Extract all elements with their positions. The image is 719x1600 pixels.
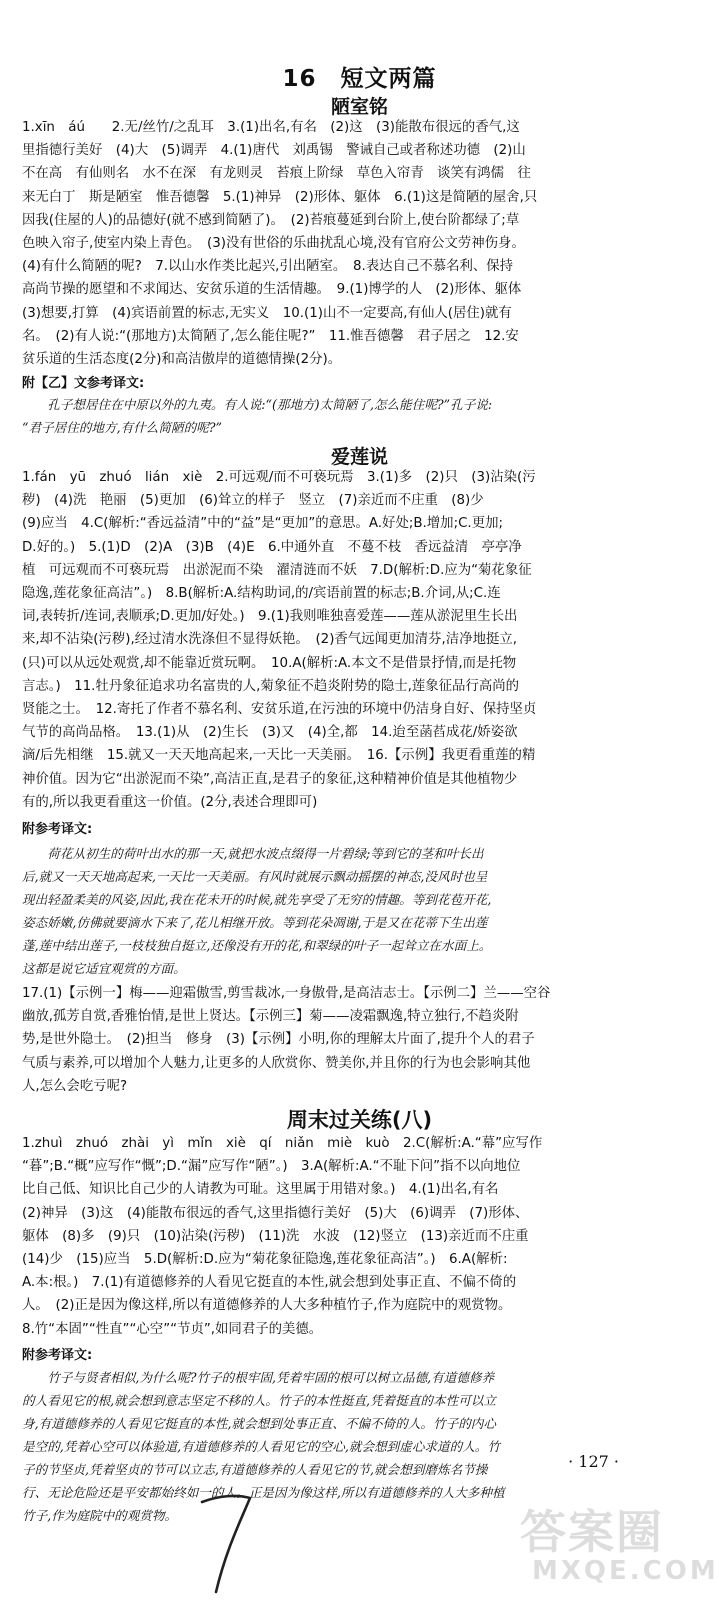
answer-line: 幽放,孤芳自赏,香雅怡情,是世上贤达。【示例三】菊——凌霜飘逸,特立独行,不趋炎附: [22, 1009, 519, 1025]
translation-line: 姿态娇嫩,仿佛就要滴水下来了,花儿相继开放。等到花朵凋谢,于是又在花蒂下生出莲: [22, 915, 488, 930]
page-number: · 127 ·: [568, 1452, 619, 1471]
answer-line: 躯体 (8)多 (9)只 (10)沾染(污秽) (11)洗 水波 (12)竖立 (13)亲近而不庄重: [22, 1228, 529, 1244]
translation-lotus: [22, 842, 704, 980]
answer-line: 名。 (2)有人说:“(那地方)太简陋了,怎么能住呢?” 11.惟吾德馨 君子居之 12.安: [22, 328, 519, 344]
answer-line: 植 可远观而不可亵玩焉 出淤泥而不染 濯清涟而不妖 7.D(解析:D.应为“菊花象征: [22, 562, 532, 578]
translation-line: “君子居住的地方,有什么简陋的呢?”: [22, 420, 222, 435]
answer-line: 气节的高尚品格。 13.(1)从 (2)生长 (3)又 (4)全,都 14.迨至菡萏成花/娇姿欲: [22, 725, 518, 741]
weekend-title: 周末过关练(八): [286, 1108, 433, 1132]
translation-line: 行、无论危险还是平安都始终如一的人。正是因为像这样,所以有道德修养的人大多种植: [22, 1485, 505, 1500]
appendix-label-bamboo: 附参考译文:: [22, 1348, 93, 1363]
answer-line: 8.竹“本固”“性直”“心空”“节贞”,如同君子的美德。: [22, 1321, 323, 1337]
answer-line: 滴/后先相继 15.就又一天天地高起来,一天比一天美丽。 16.【示例】我更看重莲的精: [22, 748, 536, 764]
answer-line: (9)应当 4.C(解析:“香远益清”中的“益”是“更加”的意思。A.好处;B.增加;C.更加;: [22, 516, 503, 532]
handwritten-mark: [196, 1488, 256, 1598]
translation-line: 竹子与贤者相似,为什么呢?竹子的根牢固,凭着牢固的根可以树立品德,有道德修养: [47, 1370, 495, 1385]
answer-line: 1.zhuì zhuó zhài yì mǐn xiè qí niǎn miè kuò 2.C(解析:A.“幕”应写作: [22, 1136, 543, 1151]
answer-line: 来无白丁 斯是陋室 惟吾德馨 5.(1)神异 (2)形体、躯体 6.(1)这是简陋的屋舍,只: [22, 189, 538, 205]
answer-line: 神价值。因为它“出淤泥而不染”,高洁正直,是君子的象征,这种精神价值是其他植物少: [22, 771, 518, 787]
answer-line: “暮”;B.“概”应写作“慨”;D.“漏”应写作“陋”。) 3.A(解析:A.“不耻下问”指不以向地位: [22, 1159, 521, 1175]
answer-line: 势,是世外隐士。 (2)担当 修身 (3)【示例】小明,你的理解太片面了,提升个人的君子: [22, 1032, 535, 1048]
translation-line: 这都是说它适宜观赏的方面。: [22, 961, 186, 976]
translation-line: 竹子,作为庭院中的观赏物。: [22, 1508, 178, 1523]
subtitle-ailianshuo: 爱莲说: [330, 446, 388, 468]
answer-line: 贫乐道的生活态度(2分)和高洁傲岸的道德情操(2分)。: [22, 352, 342, 368]
appendix-label: 附参考译文:: [22, 822, 93, 837]
answer-line: 人,怎么会吃亏呢?: [22, 1078, 128, 1094]
translation-line: 的人看见它的根,就会想到意志坚定不移的人。竹子的本性挺直,凭着挺直的本性可以立: [22, 1393, 496, 1408]
watermark-logo: [520, 1496, 719, 1596]
answer-line: (3)想要,打算 (4)宾语前置的标志,无实义 10.(1)山不一定要高,有仙人(居住)就有: [22, 305, 512, 321]
translation-line: 孔子想居住在中原以外的九夷。有人说:“(那地方)太简陋了,怎么能住呢?”孔子说:: [47, 397, 493, 412]
answer-line: D.好的。) 5.(1)D (2)A (3)B (4)E 6.中通外直 不蔓不枝 香远益清 亭亭净: [22, 539, 522, 555]
answer-line: 1.xīn áú 2.无/丝竹/之乱耳 3.(1)出名,有名 (2)这 (3)能散布很远的香气,这: [22, 120, 520, 135]
answer-line: 高尚节操的愿望和不求闻达、安贫乐道的生活情趣。 9.(1)博学的人 (2)形体、躯体: [22, 282, 522, 298]
answers-loushiming: [22, 116, 704, 371]
answer-line: 17.(1)【示例一】梅——迎霜傲雪,剪雪裁冰,一身傲骨,是高洁志士。【示例二】兰——空谷: [22, 986, 551, 1001]
answer-line: 比自己低、知识比自己少的人请教为可耻。这里属于用错对象。) 4.(1)出名,有名: [22, 1182, 499, 1198]
appendix-label-yi: 附【乙】文参考译文:: [22, 376, 145, 391]
answer-line: 来,却不沾染(污秽),经过清水洗涤但不显得妖艳。 (2)香气远闻更加清芬,洁净地挺立,: [22, 632, 518, 648]
answer-line: 贤能之士。 12.寄托了作者不慕名利、安贫乐道,在污浊的环境中仍洁身自好、保持坚贞: [22, 702, 537, 718]
answer-line: 言志。) 11.牡丹象征追求功名富贵的人,菊象征不趋炎附势的隐士,莲象征品行高尚的: [22, 678, 520, 694]
answer-line: 隐逸,莲花象征高洁”。) 8.B(解析:A.结构助词,的/宾语前置的标志;B.介词,从;C.连: [22, 586, 501, 602]
answer-line: (4)有什么简陋的呢? 7.以山水作类比起兴,引出陋室。 8.表达自己不慕名利、保持: [22, 259, 514, 275]
answer-line: 色映入帘子,使室内染上青色。 (3)没有世俗的乐曲扰乱心境,没有官府公文劳神伤身。: [22, 236, 525, 252]
translation-line: 现出轻盈柔美的风姿,因此,我在花未开的时候,就先享受了无穷的情趣。等到花苞开花,: [22, 892, 492, 907]
answer-line: (只)可以从远处观赏,却不能靠近赏玩啊。 10.A(解析:A.本文不是借景抒情,而是托物: [22, 655, 517, 671]
subtitle-loushiming: 陋室铭: [330, 96, 388, 118]
translation-line: 是空的,凭着心空可以体验道,有道德修养的人看见它的空心,就会想到虚心求道的人。竹: [22, 1439, 500, 1454]
answers-q17: [22, 982, 704, 1098]
answer-line: A.本:根。) 7.(1)有道德修养的人看见它挺直的本性,就会想到处事正直、不偏不倚的: [22, 1275, 517, 1291]
answer-line: 气质与素养,可以增加个人魅力,让更多的人欣赏你、赞美你,并且你的行为也会影响其他: [22, 1055, 531, 1071]
answer-line: (14)少 (15)应当 5.D(解析:D.应为“菊花象征隐逸,莲花象征高洁”。) 6.A(解析:: [22, 1252, 508, 1268]
answer-line: 词,表转折/连词,表顺承;D.更加/好处。) 9.(1)我则唯独喜爱莲——莲从淤泥里生长出: [22, 609, 518, 625]
translation-line: 荷花从初生的荷叶出水的那一天,就把水波点缀得一片碧绿;等到它的茎和叶长出: [47, 846, 484, 861]
section-title: 16 短文两篇: [282, 66, 437, 92]
translation-yi: [22, 393, 704, 439]
answer-line: 人。 (2)正是因为像这样,所以有道德修养的人大多种植竹子,作为庭院中的观赏物。: [22, 1298, 512, 1314]
watermark-text: 答案圈: [520, 1505, 664, 1559]
answer-line: (2)神异 (3)这 (4)能散布很远的香气,这里指德行美好 (5)大 (6)调弄 (7)形体、: [22, 1205, 529, 1221]
answer-line: 有的,所以我更看重这一价值。(2分,表述合理即可): [22, 794, 318, 810]
translation-line: 子的节坚贞,凭着坚贞的节可以立志,有道德修养的人看见它的节,就会想到磨炼名节操: [22, 1462, 488, 1477]
answer-line: 不在高 有仙则名 水不在深 有龙则灵 苔痕上阶绿 草色入帘青 谈笑有鸿儒 往: [22, 166, 531, 182]
answer-line: 秽) (4)洗 艳丽 (5)更加 (6)耸立的样子 竖立 (7)亲近而不庄重 (8)少: [22, 493, 484, 509]
answers-weekend: [22, 1132, 704, 1341]
watermark-url: MXQE.COM: [532, 1556, 719, 1586]
answer-line: 因我(住屋的人)的品德好(就不感到简陋了)。 (2)苔痕蔓延到台阶上,使台阶都绿了;草: [22, 212, 520, 228]
answers-ailianshuo: [22, 466, 704, 814]
translation-line: 身,有道德修养的人看见它挺直的本性,就会想到处事正直、不偏不倚的人。竹子的内心: [22, 1416, 496, 1431]
translation-line: 后,就又一天天地高起来,一天比一天美丽。有风时就展示飘动摇摆的神态,没风时也呈: [22, 869, 488, 884]
translation-line: 蓬,莲中结出莲子,一枝枝独自挺立,还像没有开的花,和翠绿的叶子一起耸立在水面上。: [22, 938, 492, 953]
answer-line: 1.fán yū zhuó lián xiè 2.可远观/而不可亵玩焉 3.(1)多 (2)只 (3)沾染(污: [22, 470, 536, 485]
answer-line: 里指德行美好 (4)大 (5)调弄 4.(1)唐代 刘禹锡 警诫自己或者称述功德 (2)山: [22, 143, 526, 159]
